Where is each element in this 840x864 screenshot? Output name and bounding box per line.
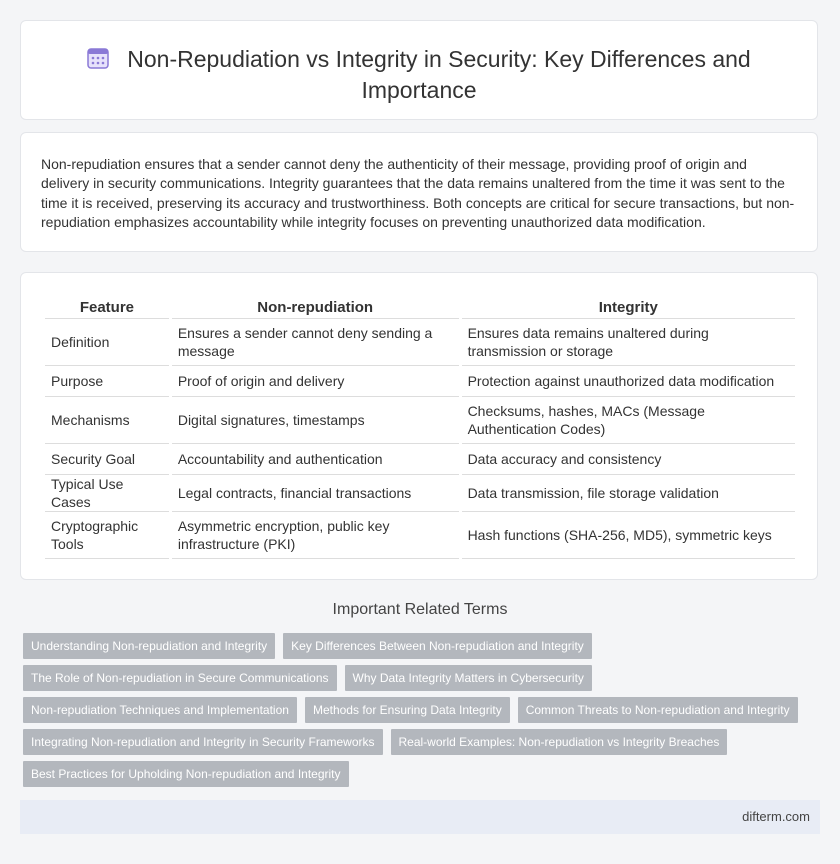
- feature-cell: Typical Use Cases: [45, 475, 169, 512]
- feature-cell: Purpose: [45, 366, 169, 397]
- feature-cell: Cryptographic Tools: [45, 512, 169, 559]
- comparison-table: [42, 297, 798, 559]
- related-term-tag[interactable]: Integrating Non-repudiation and Integrity in Security Frameworks: [23, 729, 383, 755]
- comparison-card: [20, 272, 818, 580]
- table-row: [45, 397, 795, 444]
- non-repudiation-cell: Digital signatures, timestamps: [172, 397, 459, 444]
- feature-cell: Definition: [45, 319, 169, 366]
- tag-row: [23, 697, 823, 723]
- non-repudiation-cell: Ensures a sender cannot deny sending a message: [172, 319, 459, 366]
- related-term-tag[interactable]: Key Differences Between Non-repudiation and Integrity: [283, 633, 592, 659]
- non-repudiation-cell: Asymmetric encryption, public key infrastructure (PKI): [172, 512, 459, 559]
- non-repudiation-cell: Legal contracts, financial transactions: [172, 475, 459, 512]
- intro-card: [20, 132, 818, 252]
- related-terms-list: [23, 633, 823, 793]
- related-term-tag[interactable]: Non-repudiation Techniques and Implementation: [23, 697, 297, 723]
- intro-paragraph: Non-repudiation ensures that a sender cannot deny the authenticity of their message, providing proof of origin and delivery in security communications. Integrity guarantees that the data remains unaltered from the time it was sent to the time it is received, preserving its accuracy and trustworthiness. Both concepts are critical for secure transactions, but non-repudiation emphasizes accountability while integrity focuses on preventing unauthorized data modification.: [41, 156, 795, 230]
- header-feature: Feature: [45, 297, 169, 319]
- related-term-tag[interactable]: Why Data Integrity Matters in Cybersecurity: [345, 665, 592, 691]
- tag-row: [23, 633, 823, 659]
- calendar-grid-icon: [87, 47, 109, 76]
- tag-row: [23, 665, 823, 691]
- table-header-row: [45, 297, 795, 319]
- related-term-tag[interactable]: Best Practices for Upholding Non-repudiation and Integrity: [23, 761, 349, 787]
- integrity-cell: Hash functions (SHA-256, MD5), symmetric keys: [462, 512, 795, 559]
- page-title: Non-Repudiation vs Integrity in Security: Key Differences and Importance: [127, 46, 751, 103]
- integrity-cell: Protection against unauthorized data modification: [462, 366, 795, 397]
- non-repudiation-cell: Proof of origin and delivery: [172, 366, 459, 397]
- related-term-tag[interactable]: Understanding Non-repudiation and Integrity: [23, 633, 275, 659]
- related-term-tag[interactable]: The Role of Non-repudiation in Secure Communications: [23, 665, 337, 691]
- related-term-tag[interactable]: Real-world Examples: Non-repudiation vs Integrity Breaches: [391, 729, 728, 755]
- title-card: [20, 20, 818, 120]
- footer: [20, 800, 820, 834]
- tag-row: [23, 761, 823, 787]
- tag-row: [23, 729, 823, 755]
- related-terms-heading: Important Related Terms: [332, 601, 508, 618]
- header-integrity: Integrity: [462, 297, 795, 319]
- integrity-cell: Checksums, hashes, MACs (Message Authentication Codes): [462, 397, 795, 444]
- header-non-repudiation: Non-repudiation: [172, 297, 459, 319]
- footer-site-link[interactable]: difterm.com: [742, 809, 810, 824]
- table-row: [45, 319, 795, 366]
- integrity-cell: Data transmission, file storage validation: [462, 475, 795, 512]
- page-title-wrap: [21, 45, 817, 105]
- table-row: [45, 512, 795, 559]
- integrity-cell: Ensures data remains unaltered during transmission or storage: [462, 319, 795, 366]
- related-term-tag[interactable]: Common Threats to Non-repudiation and Integrity: [518, 697, 798, 723]
- table-row: [45, 475, 795, 512]
- feature-cell: Security Goal: [45, 444, 169, 475]
- table-row: [45, 366, 795, 397]
- integrity-cell: Data accuracy and consistency: [462, 444, 795, 475]
- related-term-tag[interactable]: Methods for Ensuring Data Integrity: [305, 697, 510, 723]
- feature-cell: Mechanisms: [45, 397, 169, 444]
- non-repudiation-cell: Accountability and authentication: [172, 444, 459, 475]
- table-row: [45, 444, 795, 475]
